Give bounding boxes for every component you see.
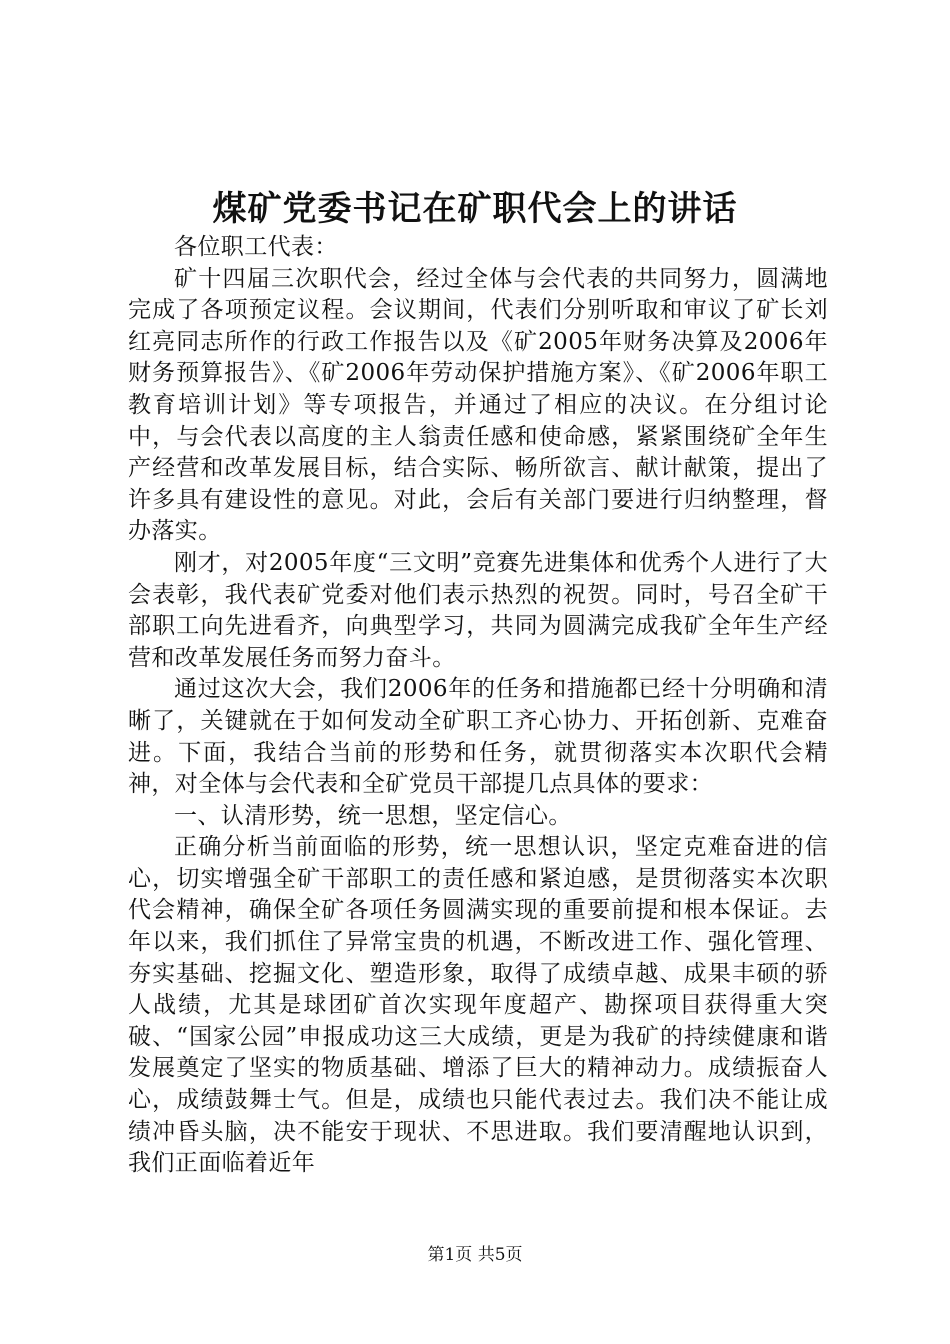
document-body (128, 232, 828, 1180)
page-footer: 第1页 共5页 (427, 1245, 523, 1265)
salutation: 各位职工代表： (174, 234, 338, 260)
paragraph-2: 刚才，对2005年度“三文明”竞赛先进集体和优秀个人进行了大会表彰，我代表矿党委对他们表示热烈的祝贺。同时，号召全矿干部职工向先进看齐，向典型学习，共同为圆满完成我矿全年生产经营和改革发展任务而努力奋斗。 (128, 549, 828, 671)
document-title: 煤矿党委书记在矿职代会上的讲话 (212, 189, 738, 229)
section-heading-1: 一、认清形势，统一思想，坚定信心。 (174, 802, 572, 829)
paragraph-3: 通过这次大会，我们2006年的任务和措施都已经十分明确和清晰了，关键就在于如何发动全矿职工齐心协力、开拓创新、克难奋进。下面，我结合当前的形势和任务，就贯彻落实本次职代会精神，对全体与会代表和全矿党员干部提几点具体的要求： (128, 676, 828, 798)
paragraph-1: 矿十四届三次职代会，经过全体与会代表的共同努力，圆满地完成了各项预定议程。会议期间，代表们分别听取和审议了矿长刘红亮同志所作的行政工作报告以及《矿2005年财务决算及2006年财务预算报告》、《矿2006年劳动保护措施方案》、《矿2006年职工教育培训计划》等专项报告，并通过了相应的决议。在分组讨论中，与会代表以高度的主人翁责任感和使命感，紧紧围绕矿全年生产经营和改革发展目标，结合实际、畅所欲言、献计献策，提出了许多具有建设性的意见。对此，会后有关部门要进行归纳整理，督办落实。 (128, 265, 828, 545)
paragraph-4: 正确分析当前面临的形势，统一思想认识，坚定克难奋进的信心，切实增强全矿干部职工的责任感和紧迫感，是贯彻落实本次职代会精神，确保全矿各项任务圆满实现的重要前提和根本保证。去年以来，我们抓住了异常宝贵的机遇，不断改进工作、强化管理、夯实基础、挖掘文化、塑造形象，取得了成绩卓越、成果丰硕的骄人战绩，尤其是球团矿首次实现年度超产、勘探项目获得重大突破、“国家公园”申报成功这三大成绩，更是为我矿的持续健康和谐发展奠定了坚实的物质基础、增添了巨大的精神动力。成绩振奋人心，成绩鼓舞士气。但是，成绩也只能代表过去。我们决不能让成绩冲昏头脑，决不能安于现状、不思进取。我们要清醒地认识到，我们正面临着近年 (128, 834, 828, 1177)
